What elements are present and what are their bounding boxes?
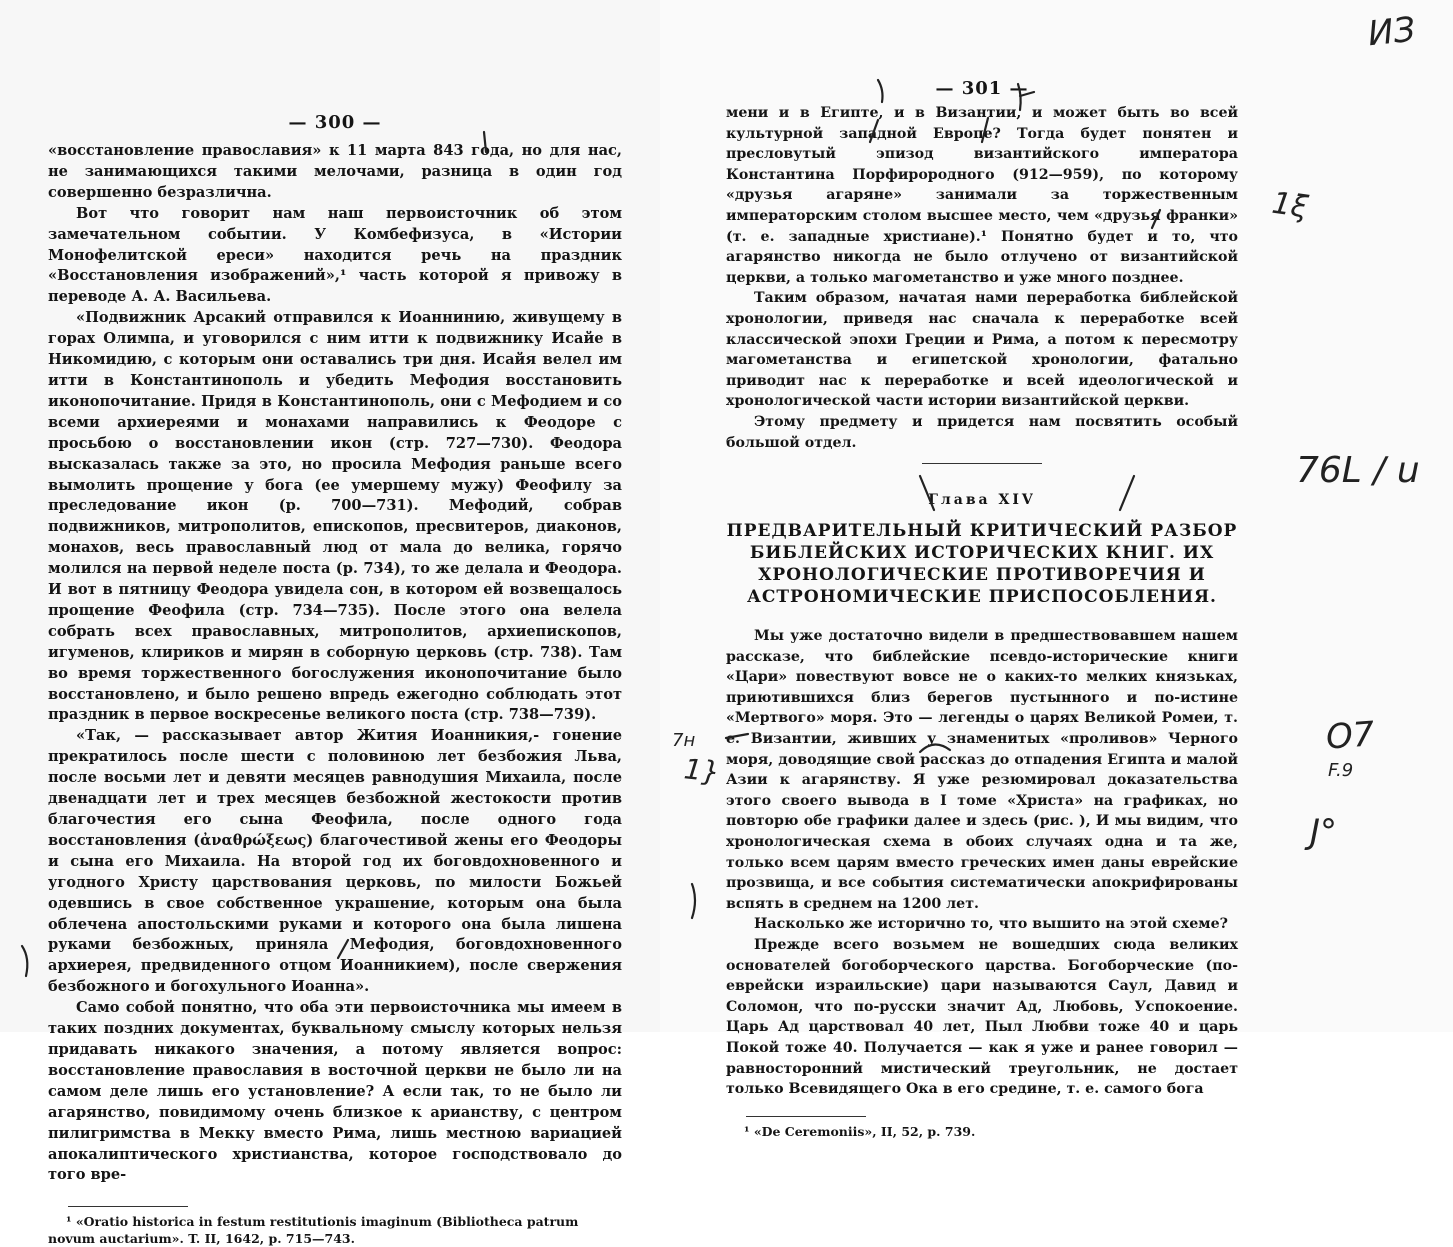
left-paragraph-3: «Подвижник Арсакий отправился к Иоаннинию, живущему в горах Олимпа, и уговорился с ним итти к подвижнику Исайе в Никомидию, с которым они оставались три дня. Исайя велел им итти в Константинополь и убедить Мефодия восстановить иконопочитание. Придя в Константинополь, они с Мефодием и со всеми архиереями и монахами направились к Феодоре с просьбою о восстановлении икон (стр. 727—730). Феодора высказалась также за это, но просила Мефодия раньше всего вымолить прощение у бога (ее умершему мужу) Феофилу за преследование икон (р. 700—731). Мефодий, собрав подвижников, митрополитов, епископов, пресвитеров, диаконов, монахов, весь православный люд от мала до велика, горячо молился на первой неделе поста (р. 734), то же делала и Феодора. И вот в пятницу Феодора увидела сон, в котором ей возвещалось прощение Феофила (стр. 734—735). После этого она велела собрать всех православных, митрополитов, архиепископов, игуменов, клириков и мирян в соборную церковь (стр. 738). Там во время торжественного богослужения иконопочитание было восстановлено, и было решено впредь ежегодно соблюдать этот праздник в первое воскресенье великого поста (стр. 738—739). xyxy=(48,309,622,724)
pencil-stroke xyxy=(692,884,695,918)
left-footnote: ¹ «Oratio historica in festum restitutionis imaginum (Bibliotheca patrum novum auctarium». T. II, 1642, p. 715—743. xyxy=(48,1214,579,1247)
pencil-stroke xyxy=(22,946,27,976)
annotation-top-right: ИЗ xyxy=(1366,9,1418,55)
left-paragraph-1: «восстановление православия» к 11 марта 843 года, но для нас, не занимающихся такими мелочами, разница в один год совершенно безразлична. xyxy=(48,142,622,201)
pencil-stroke xyxy=(920,744,950,752)
pencil-stroke xyxy=(982,118,988,142)
pencil-stroke xyxy=(1152,210,1160,228)
right-paragraph-6: Прежде всего возьмем не вошедших сюда великих основателей богоборческого царства. Богоборческие (по-еврейски израильские) цари называются Саул, Давид и Соломон, что по-русски значит Ад, Любовь, Успокоение. Царь Ад царствовал 40 лет, Пыл Любви тоже 40 и царь Покой тоже 40. Получается — как я уже и ранее говорил — равносторонний мистический треугольник, не достает только Всевидящего Ока в его средине, т. е. самого бога xyxy=(726,937,1238,1098)
chapter-title: ПРЕДВАРИТЕЛЬНЫЙ КРИТИЧЕСКИЙ РАЗБОР БИБЛЕЙСКИХ ИСТОРИЧЕСКИХ КНИГ. ИХ ХРОНОЛОГИЧЕСКИЕ ПРОТИВОРЕЧИЯ И АСТРОНОМИЧЕСКИЕ ПРИСПОСОБЛЕНИЯ. xyxy=(726,521,1238,608)
pencil-stroke xyxy=(920,476,934,510)
left-paragraph-5: Само собой понятно, что оба эти первоисточника мы имеем в таких поздних документах, буквальному смыслу которых нельзя придавать никакого значения, а потому является вопрос: восстановление православия в восточной церкви не было ли на самом деле лишь его установление? А если так, то не было ли агарянство, повидимому очень близкое к арианству, с центром пилигримства в Мекку вместо Рима, лишь местною вариацией апокалиптического христианства, которое господствовало до того вре- xyxy=(48,999,622,1184)
right-page-number: — 301 — xyxy=(935,78,1029,99)
chapter-label: Глава XIV xyxy=(928,492,1036,509)
left-paragraph-4: «Так, — рассказывает автор Жития Иоанникия,- гонение прекратилось после шести с половиною лет безбожия Льва, после восьми лет и девяти месяцев равнодушия Михаила, после двенадцати лет и трех месяцев безбожной жестокости против благочестия его сына Феофила, после одного года восстановления (ἀναθρώξεως) благочестивой жены его Феодоры и сына его Михаила. На второй год их боговдохновенного и угодного Христу царствования церковь, по милости Божьей одевшись в свое собственное украшение, которым она была облечена апостольскими руками и которого она была лишена руками безбожных, приняла Мефодия, боговдохновенного архиерея, предвиденного отцом Иоанникием), после свержения безбожного и богохульного Иоанна». xyxy=(48,727,622,996)
annotation-margin-5: J° xyxy=(1310,812,1338,852)
annotation-margin-1: 1ξ xyxy=(1269,185,1311,226)
right-paragraph-5: Насколько же исторично то, что вышито на этой схеме? xyxy=(754,916,1228,933)
annotation-margin-2: 76L / u xyxy=(1296,450,1420,491)
pencil-stroke xyxy=(484,132,486,152)
left-footnote-rule xyxy=(68,1206,188,1207)
pencil-stroke xyxy=(1120,476,1134,510)
left-page-number: — 300 — xyxy=(288,112,382,133)
annotation-left-margin-2: 1} xyxy=(682,752,722,789)
left-paragraph-2: Вот что говорит нам наш первоисточник об этом замечательном событии. У Комбефизуса, в «Истории Монофелитской ереси» находится речь на праздник «Восстановления изображений»,¹ часть которой я привожу в переводе А. А. Васильева. xyxy=(48,204,622,306)
pencil-stroke xyxy=(1020,92,1034,96)
right-footnote-rule xyxy=(746,1116,866,1117)
right-footnote: ¹ «De Ceremoniis», II, 52, p. 739. xyxy=(744,1123,976,1139)
annotation-margin-3: O7 xyxy=(1324,714,1376,758)
pencil-stroke xyxy=(878,80,883,102)
pencil-stroke xyxy=(870,120,878,142)
annotation-left-margin-1: 7н xyxy=(672,730,696,751)
right-paragraph-4: Мы уже достаточно видели в предшествовавшем нашем рассказе, что библейские псевдо-исторические книги «Цари» повествуют вовсе не о каких-то мелких князьках, приютившихся близ берегов пустынного и по-истине «Мертвого» моря. Это — легенды о царях Великой Ромеи, т. е. Византии, живших у знаменитых «проливов» Черного моря, доводящие свой рассказ до отпадения Египта и малой Азии к агарянству. Я уже резюмировал доказательства этого своего вывода в I томе «Христа» на графиках, но повторю обе графики далее и здесь (рис. ), И мы видим, что хронологическая схема в обоих случаях одна и та же, только всем царям вместо греческих имен даны еврейские прозвища, и все события систематически апокрифированы вспять в среднем на 1200 лет. xyxy=(726,628,1238,912)
annotation-margin-4: F.9 xyxy=(1328,760,1354,781)
right-paragraph-1: мени и в Египте, и в Византии, и может быть во всей культурной западной Европе? Тогда будет понятен и пресловутый эпизод византийского императора Константина Порфирородного (912—959), по которому «друзья агаряне» занимали за торжественным императорским столом высшее место, чем «друзья франки» (т. е. западные христиане).¹ Понятно будет и то, что агарянство никогда не было отлучено от византийской церкви, а только магометанство и уже много позднее. xyxy=(726,105,1238,286)
right-paragraph-2: Таким образом, начатая нами переработка библейской хронологии, приведя нас сначала к переработке всей классической эпохи Греции и Рима, а потом к пересмотру магометанства и египетской хронологии, фатально приводит нас к переработке и всей идеологической и хронологической части истории византийской церкви. xyxy=(726,290,1238,410)
right-paragraph-3: Этому предмету и придется нам посвятить особый большой отдел. xyxy=(726,413,1238,451)
pencil-stroke xyxy=(726,734,748,738)
pencil-stroke xyxy=(338,940,348,958)
